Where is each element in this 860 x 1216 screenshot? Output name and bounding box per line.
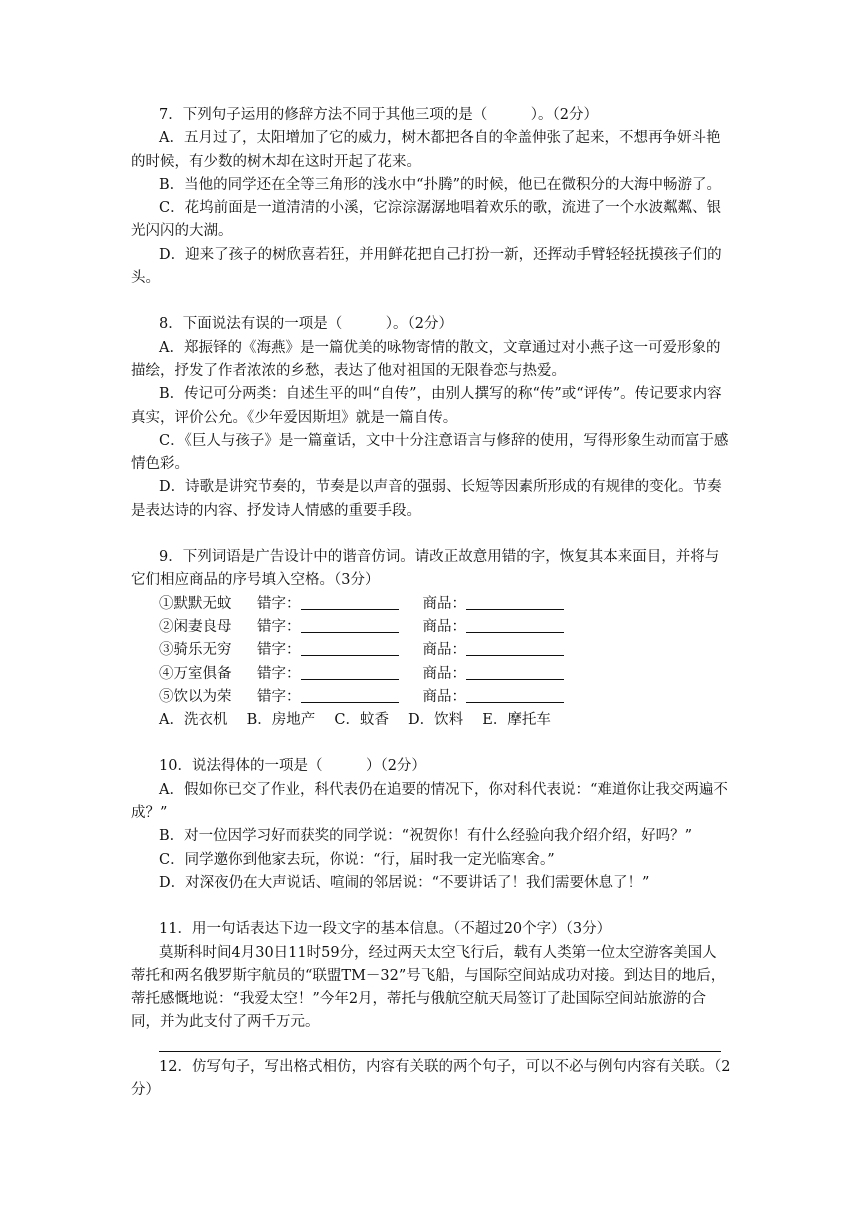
- product-label: 商品：: [422, 595, 466, 612]
- wrong-char-label: 错字：: [257, 618, 301, 635]
- product-label: 商品：: [422, 665, 466, 682]
- wrong-char-blank[interactable]: [301, 686, 399, 703]
- question-9-item: ①默默无蚊: [159, 595, 232, 612]
- question-10-title: 10．说法得体的一项是（ ）（2分）: [159, 758, 426, 775]
- product-label: 商品：: [422, 688, 466, 705]
- product-label: 商品：: [422, 642, 466, 659]
- product-blank[interactable]: [466, 686, 564, 703]
- question-9-title: 9．下列词语是广告设计中的谐音仿词。请改正故意用错的字，恢复其本来面目，并将与它们相应商品的序号填入空格。（3分）: [131, 549, 720, 589]
- question-9-item: ②闲妻良母: [159, 618, 232, 635]
- question-7-option-a: A．五月过了，太阳增加了它的威力，树木都把各自的伞盖伸张了起来，不想再争妍斗艳的时候，有少数的树木却在这时开起了花来。: [131, 130, 721, 170]
- question-list: [131, 104, 731, 1102]
- question-9-row-4: [131, 663, 731, 686]
- question-8-option-a: A．郑振铎的《海燕》是一篇优美的咏物寄情的散文，文章通过对小燕子这一可爱形象的描绘，抒发了作者浓浓的乡愁，表达了他对祖国的无限眷恋与热爱。: [131, 339, 721, 379]
- question-8-option-d: D．诗歌是讲究节奏的，节奏是以声音的强弱、长短等因素所形成的有规律的变化。节奏是表达诗的内容、抒发诗人情感的重要手段。: [131, 479, 722, 519]
- question-10-option-d: D．对深夜仍在大声说话、喧闹的邻居说：“不要讲话了！我们需要休息了！”: [159, 874, 650, 891]
- wrong-char-label: 错字：: [257, 665, 301, 682]
- wrong-char-label: 错字：: [257, 642, 301, 659]
- question-7: [131, 104, 731, 290]
- wrong-char-blank[interactable]: [301, 593, 399, 610]
- product-blank[interactable]: [466, 593, 564, 610]
- product-label: 商品：: [422, 618, 466, 635]
- question-11-title: 11．用一句话表达下边一段文字的基本信息。（不超过20个字）（3分）: [159, 921, 612, 938]
- product-blank[interactable]: [466, 616, 564, 633]
- question-9-item: ③骑乐无穷: [159, 642, 232, 659]
- question-10-option-b: B．对一位因学习好而获奖的同学说：“祝贺你！有什么经验向我介绍介绍，好吗？”: [159, 828, 692, 845]
- wrong-char-blank[interactable]: [301, 663, 399, 680]
- question-9-row-3: [131, 639, 731, 662]
- question-9-row-1: [131, 593, 731, 616]
- question-9-item: ⑤饮以为荣: [159, 688, 232, 705]
- wrong-char-label: 错字：: [257, 595, 301, 612]
- question-10-option-a: A．假如你已交了作业，科代表仍在追要的情况下，你对科代表说：“难道你让我交两遍不成？”: [131, 781, 728, 822]
- wrong-char-blank[interactable]: [301, 639, 399, 656]
- question-8-option-b: B．传记可分两类：自述生平的叫“自传”，由别人撰写的称“传”或“评传”。传记要求内容真实，评价公允。《少年爱因斯坦》就是一篇自传。: [131, 386, 722, 426]
- product-blank[interactable]: [466, 639, 564, 656]
- question-10-option-c: C．同学邀你到他家去玩，你说：“行，届时我一定光临寒舍。”: [159, 851, 555, 868]
- question-8-option-c: C．《巨人与孩子》是一篇童话，文中十分注意语言与修辞的使用，写得形象生动而富于感情色彩。: [131, 432, 729, 473]
- question-12: [131, 1056, 731, 1103]
- question-9-row-5: [131, 686, 731, 709]
- question-9-row-2: [131, 616, 731, 639]
- question-7-option-d: D．迎来了孩子的树欣喜若狂，并用鲜花把自己打扮一新，还挥动手臂轻轻抚摸孩子们的头。: [131, 246, 722, 287]
- question-9-choices: A．洗衣机 B．房地产 C．蚊香 D．饮料 E．摩托车: [159, 712, 551, 729]
- question-8: [131, 313, 731, 523]
- question-9-item: ④万室俱备: [159, 665, 232, 682]
- question-10: [131, 755, 731, 895]
- question-7-option-b: B．当他的同学还在全等三角形的浅水中“扑腾”的时候，他已在微积分的大海中畅游了。: [159, 176, 721, 193]
- question-7-title: 7．下列句子运用的修辞方法不同于其他三项的是（ ）。（2分）: [159, 107, 598, 123]
- question-8-title: 8．下面说法有误的一项是（ ）。（2分）: [159, 316, 453, 333]
- question-11: [131, 918, 731, 1051]
- question-7-option-c: C．花坞前面是一道清清的小溪，它淙淙潺潺地唱着欢乐的歌，流进了一个水波粼粼、银光闪闪的大湖。: [131, 200, 722, 240]
- question-9: [131, 546, 731, 732]
- wrong-char-label: 错字：: [257, 688, 301, 705]
- wrong-char-blank[interactable]: [301, 616, 399, 633]
- question-11-passage: 莫斯科时间4月30日11时59分，经过两天太空飞行后，载有人类第一位太空游客美国人蒂托和两名俄罗斯宇航员的“联盟TM－32”号飞船，与国际空间站成功对接。到达目的地后，蒂托感慨地说：“我爱太空！”今年2月，蒂托与俄航空航天局签订了赴国际空间站旅游的合同，并为此支付了两千万元。: [131, 944, 726, 1031]
- question-12-title: 12．仿写句子，写出格式相仿，内容有关联的两个句子，可以不必与例句内容有关联。（2分）: [131, 1058, 731, 1098]
- product-blank[interactable]: [466, 663, 564, 680]
- question-11-answer-line[interactable]: [159, 1035, 721, 1052]
